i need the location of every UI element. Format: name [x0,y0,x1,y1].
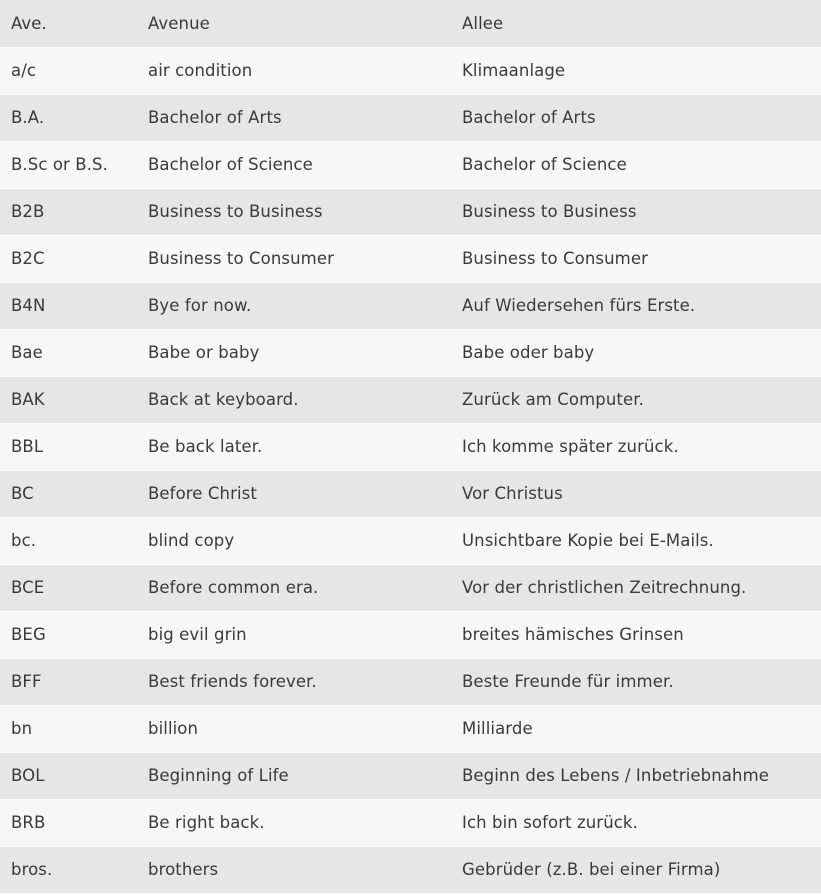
english-meaning-cell: Business to Consumer [137,235,451,282]
abbreviation-cell: a/c [0,47,137,94]
english-meaning-cell: Before common era. [137,564,451,611]
abbreviation-cell: bros. [0,846,137,893]
table-row [0,47,821,94]
german-meaning-cell: Babe oder baby [451,329,821,376]
english-meaning-cell: air condition [137,47,451,94]
table-row [0,376,821,423]
english-meaning-cell: Bachelor of Arts [137,94,451,141]
abbreviation-cell: BCE [0,564,137,611]
english-meaning-cell: Beginning of Life [137,752,451,799]
german-meaning-cell: Vor Christus [451,470,821,517]
german-meaning-cell: Milliarde [451,705,821,752]
english-meaning-cell: Back at keyboard. [137,376,451,423]
abbreviation-cell: BBL [0,423,137,470]
german-meaning-cell: Beginn des Lebens / Inbetriebnahme [451,752,821,799]
english-meaning-cell: blind copy [137,517,451,564]
english-meaning-cell: Avenue [137,0,451,47]
abbreviation-cell: BC [0,470,137,517]
abbreviation-cell: B4N [0,282,137,329]
table-row [0,517,821,564]
english-meaning-cell: Bye for now. [137,282,451,329]
english-meaning-cell: Be right back. [137,799,451,846]
table-row [0,799,821,846]
abbreviation-cell: Ave. [0,0,137,47]
german-meaning-cell: Bachelor of Science [451,141,821,188]
abbreviation-cell: bn [0,705,137,752]
english-meaning-cell: brothers [137,846,451,893]
abbreviation-cell: B.Sc or B.S. [0,141,137,188]
german-meaning-cell: Bachelor of Arts [451,94,821,141]
abbreviation-cell: BEG [0,611,137,658]
table-row [0,282,821,329]
table-row [0,564,821,611]
english-meaning-cell: big evil grin [137,611,451,658]
abbreviation-cell: Bae [0,329,137,376]
table-row [0,188,821,235]
german-meaning-cell: Beste Freunde für immer. [451,658,821,705]
table-row [0,846,821,893]
german-meaning-cell: Unsichtbare Kopie bei E-Mails. [451,517,821,564]
table-row [0,0,821,47]
abbreviation-cell: BRB [0,799,137,846]
english-meaning-cell: Best friends forever. [137,658,451,705]
table-row [0,329,821,376]
table-row [0,752,821,799]
table-row [0,470,821,517]
english-meaning-cell: Bachelor of Science [137,141,451,188]
german-meaning-cell: Vor der christlichen Zeitrechnung. [451,564,821,611]
english-meaning-cell: billion [137,705,451,752]
english-meaning-cell: Be back later. [137,423,451,470]
german-meaning-cell: Allee [451,0,821,47]
table-row [0,611,821,658]
english-meaning-cell: Before Christ [137,470,451,517]
german-meaning-cell: Gebrüder (z.B. bei einer Firma) [451,846,821,893]
abbreviation-cell: BFF [0,658,137,705]
german-meaning-cell: Zurück am Computer. [451,376,821,423]
table-row [0,94,821,141]
german-meaning-cell: breites hämisches Grinsen [451,611,821,658]
abbreviation-cell: BAK [0,376,137,423]
german-meaning-cell: Business to Business [451,188,821,235]
table-row [0,235,821,282]
abbreviation-cell: bc. [0,517,137,564]
german-meaning-cell: Business to Consumer [451,235,821,282]
english-meaning-cell: Business to Business [137,188,451,235]
german-meaning-cell: Ich bin sofort zurück. [451,799,821,846]
table-row [0,705,821,752]
german-meaning-cell: Klimaanlage [451,47,821,94]
table-row [0,141,821,188]
abbreviation-cell: B2C [0,235,137,282]
german-meaning-cell: Auf Wiedersehen fürs Erste. [451,282,821,329]
table-row [0,658,821,705]
abbreviation-cell: B.A. [0,94,137,141]
table-row [0,423,821,470]
english-meaning-cell: Babe or baby [137,329,451,376]
abbreviation-cell: BOL [0,752,137,799]
abbreviation-cell: B2B [0,188,137,235]
german-meaning-cell: Ich komme später zurück. [451,423,821,470]
